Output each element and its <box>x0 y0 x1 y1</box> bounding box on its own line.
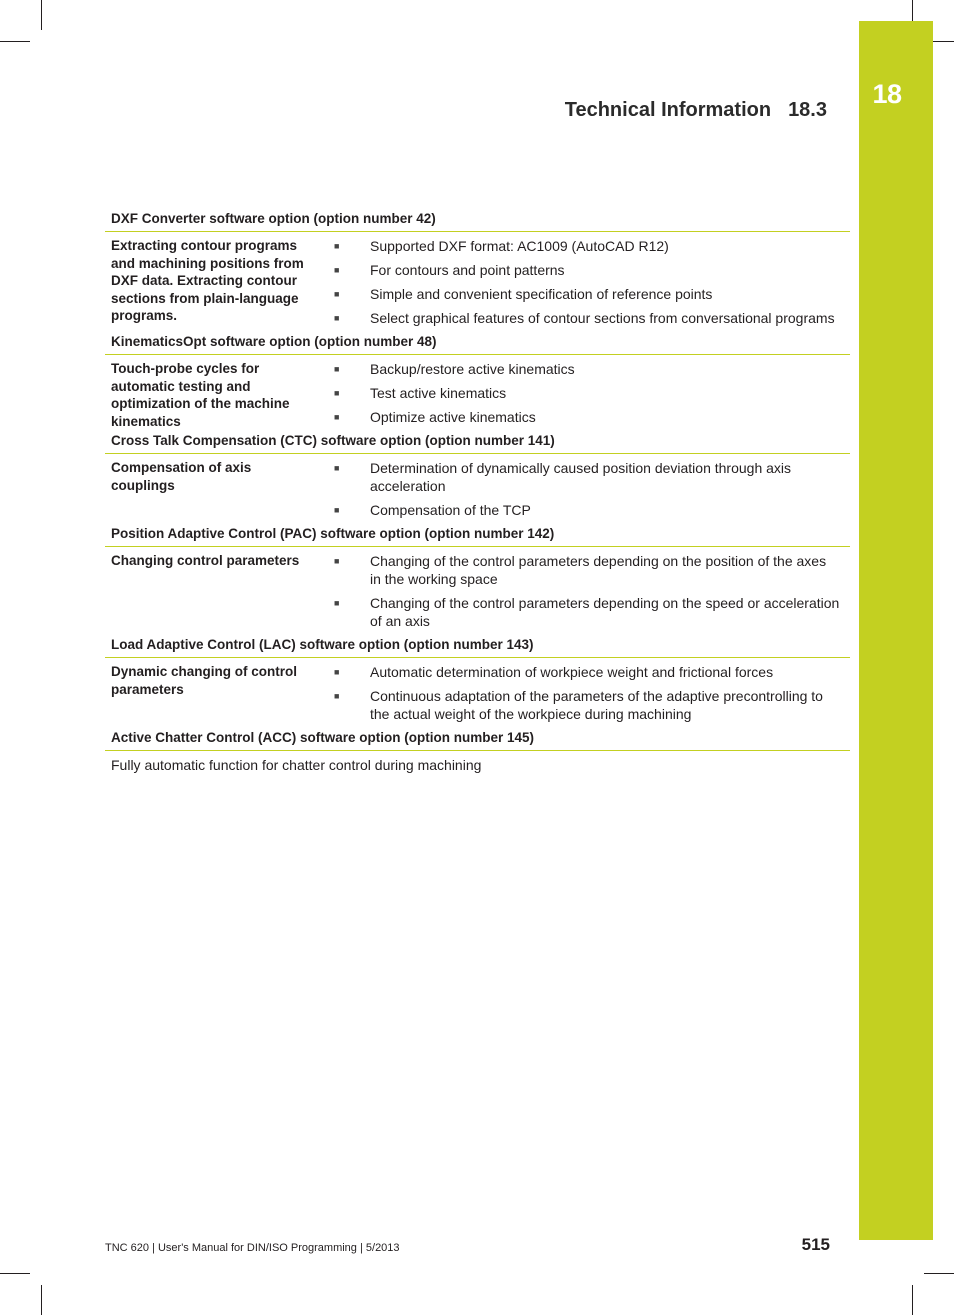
page-number: 515 <box>801 1235 830 1254</box>
square-bullet-icon: ■ <box>334 313 340 323</box>
section-ctc <box>105 432 850 525</box>
square-bullet-icon: ■ <box>334 265 340 275</box>
section-lac <box>105 636 850 729</box>
section-title: Cross Talk Compensation (CTC) software option (option number 141) <box>105 432 850 454</box>
square-bullet-icon: ■ <box>334 556 340 566</box>
section-acc <box>105 729 850 774</box>
row-label: Changing control parameters <box>111 553 300 568</box>
section-row <box>105 547 850 636</box>
list-item: ■ Changing of the control parameters depending on the speed or acceleration of an axis <box>334 595 840 629</box>
list-item: ■ Changing of the control parameters depending on the position of the axes in the working space <box>334 553 827 587</box>
row-label: Extracting contour programs and machining positions from DXF data. Extracting contour sections from plain-language programs. <box>111 238 304 323</box>
section-pac <box>105 525 850 636</box>
row-label: Dynamic changing of control parameters <box>111 664 298 697</box>
section-title: Position Adaptive Control (PAC) software option (option number 142) <box>105 525 850 547</box>
square-bullet-icon: ■ <box>334 388 340 398</box>
section-title: Active Chatter Control (ACC) software option (option number 145) <box>105 729 850 751</box>
crop-mark <box>0 1273 30 1274</box>
square-bullet-icon: ■ <box>334 505 340 515</box>
square-bullet-icon: ■ <box>334 691 340 701</box>
page-header <box>565 99 827 122</box>
chapter-number: 18 <box>872 79 902 109</box>
bullet-list <box>316 552 850 636</box>
section-title: Load Adaptive Control (LAC) software option (option number 143) <box>105 636 850 658</box>
section-row <box>105 232 850 333</box>
square-bullet-icon: ■ <box>334 241 340 251</box>
crop-mark <box>41 0 42 30</box>
list-item: ■ Determination of dynamically caused position deviation through axis acceleration <box>334 460 792 494</box>
list-item: ■ Compensation of the TCP <box>334 502 531 518</box>
chapter-tab <box>859 21 933 1240</box>
square-bullet-icon: ■ <box>334 667 340 677</box>
list-item: ■ Select graphical features of contour sections from conversational programs <box>334 310 835 326</box>
list-item: ■ Simple and convenient specification of reference points <box>334 286 713 302</box>
header-section-number: 18.3 <box>788 99 827 121</box>
section-row <box>105 454 850 525</box>
bullet-list <box>316 663 850 729</box>
square-bullet-icon: ■ <box>334 463 340 473</box>
list-item: ■ Supported DXF format: AC1009 (AutoCAD R12) <box>334 238 669 254</box>
list-item: ■ Backup/restore active kinematics <box>334 361 575 377</box>
row-label: Touch-probe cycles for automatic testing and optimization of the machine kinematics <box>111 361 290 429</box>
section-description: Fully automatic function for chatter control during machining <box>111 757 482 773</box>
bullet-list <box>316 237 850 333</box>
row-label: Compensation of axis couplings <box>111 460 252 493</box>
section-row <box>105 355 850 432</box>
section-title: KinematicsOpt software option (option number 48) <box>105 333 850 355</box>
list-item: ■ Continuous adaptation of the parameters of the adaptive precontrolling to the actual weight of the workpiece during machining <box>334 688 823 722</box>
square-bullet-icon: ■ <box>334 289 340 299</box>
content <box>105 210 850 774</box>
square-bullet-icon: ■ <box>334 364 340 374</box>
list-item: ■ Automatic determination of workpiece weight and frictional forces <box>334 664 774 680</box>
square-bullet-icon: ■ <box>334 412 340 422</box>
crop-mark <box>924 1273 954 1274</box>
crop-mark <box>41 1285 42 1315</box>
bullet-list <box>316 459 850 525</box>
list-item: ■ Optimize active kinematics <box>334 409 536 425</box>
header-title: Technical Information <box>564 99 772 121</box>
section-title: DXF Converter software option (option number 42) <box>105 210 850 232</box>
list-item: ■ For contours and point patterns <box>334 262 565 278</box>
section-dxf-converter <box>105 210 850 333</box>
bullet-list <box>316 360 850 432</box>
footer-text: TNC 620 | User's Manual for DIN/ISO Programming | 5/2013 <box>105 1242 400 1254</box>
square-bullet-icon: ■ <box>334 598 340 608</box>
crop-mark <box>0 41 30 42</box>
crop-mark <box>912 1285 913 1315</box>
section-row <box>105 658 850 729</box>
list-item: ■ Test active kinematics <box>334 385 507 401</box>
section-kinematicsopt <box>105 333 850 432</box>
